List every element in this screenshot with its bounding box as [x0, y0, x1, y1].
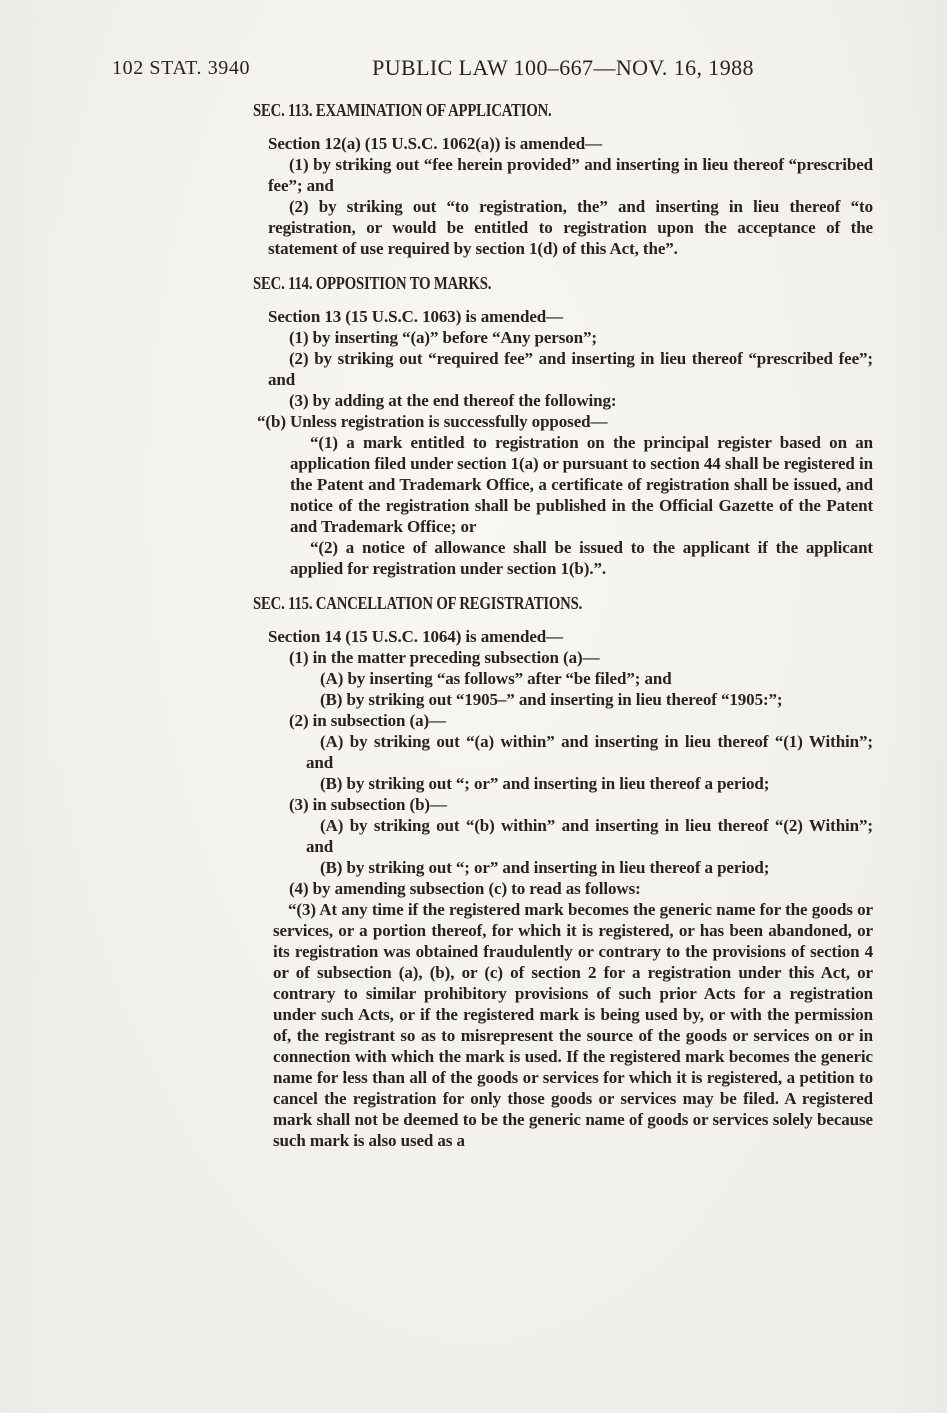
statute-paragraph: (1) by striking out “fee herein provided” and inserting in lieu thereof “prescribed fee”; and: [268, 155, 873, 195]
statute-paragraph: (B) by striking out “1905–” and inserting in lieu thereof “1905:”;: [320, 690, 783, 709]
statute-paragraph: (A) by striking out “(a) within” and inserting in lieu thereof “(1) Within”; and: [306, 732, 873, 772]
section-heading: SEC. 114. OPPOSITION TO MARKS.: [253, 273, 492, 293]
statute-paragraph: “(1) a mark entitled to registration on the principal register based on an application filed under section 1(a) or pursuant to section 44 shall be registered in the Patent and Trademark Office, a certificate of registration shall be issued, and notice of the registration shall be published in the Official Gazette of the Patent and Trademark Office; or: [290, 433, 873, 536]
statute-paragraph: (3) in subsection (b)—: [289, 795, 447, 814]
statute-paragraph: (1) in the matter preceding subsection (a)—: [289, 648, 600, 667]
statute-paragraph: (1) by inserting “(a)” before “Any person”;: [289, 328, 597, 347]
statute-text: [253, 100, 873, 1151]
statute-paragraph: “(b) Unless registration is successfully opposed—: [257, 412, 608, 431]
statute-paragraph: (A) by striking out “(b) within” and inserting in lieu thereof “(2) Within”; and: [306, 816, 873, 856]
stat-page-number: 102 STAT. 3940: [112, 57, 251, 79]
statute-paragraph: (A) by inserting “as follows” after “be filed”; and: [320, 669, 672, 688]
law-title: PUBLIC LAW 100–667—NOV. 16, 1988: [372, 55, 754, 80]
statute-paragraph: (B) by striking out “; or” and inserting in lieu thereof a period;: [320, 774, 770, 793]
statute-paragraph: (2) by striking out “to registration, the” and inserting in lieu thereof “to registration, or would be entitled to registration upon the acceptance of the statement of use required by section 1(d) of this Act, the”.: [268, 197, 873, 258]
statute-paragraph: (2) by striking out “required fee” and inserting in lieu thereof “prescribed fee”; and: [268, 349, 873, 389]
statute-paragraph: (4) by amending subsection (c) to read as follows:: [289, 879, 641, 898]
statute-paragraph: Section 12(a) (15 U.S.C. 1062(a)) is amended—: [268, 134, 603, 153]
statute-paragraph: (2) in subsection (a)—: [289, 711, 446, 730]
section-heading: SEC. 113. EXAMINATION OF APPLICATION.: [253, 100, 552, 120]
statute-paragraph: Section 14 (15 U.S.C. 1064) is amended—: [268, 627, 564, 646]
statute-paragraph: “(2) a notice of allowance shall be issued to the applicant if the applicant applied for registration under section 1(b).”.: [290, 538, 873, 578]
statute-paragraph: “(3) At any time if the registered mark becomes the generic name for the goods or services, or a portion thereof, for which it is registered, or has been abandoned, or its registration was obtained fraudulently or contrary to the provisions of section 4 or of subsection (a), (b), or (c) of section 2 for a registration under this Act, or contrary to similar prohibitory provisions of such prior Acts for a registration under such Acts, or if the registered mark is being used by, or with the permission of, the registrant so as to misrepresent the source of the goods or services on or in connection with which the mark is used. If the registered mark becomes the generic name for less than all of the goods or services for which it is registered, a petition to cancel the registration for only those goods or services may be filed. A registered mark shall not be deemed to be the generic name of goods or services solely because such mark is also used as a: [273, 900, 873, 1150]
statute-paragraph: (3) by adding at the end thereof the following:: [289, 391, 617, 410]
page-header: [0, 55, 947, 85]
statute-paragraph: Section 13 (15 U.S.C. 1063) is amended—: [268, 307, 564, 326]
section-heading: SEC. 115. CANCELLATION OF REGISTRATIONS.: [253, 593, 583, 613]
statute-paragraph: (B) by striking out “; or” and inserting in lieu thereof a period;: [320, 858, 770, 877]
